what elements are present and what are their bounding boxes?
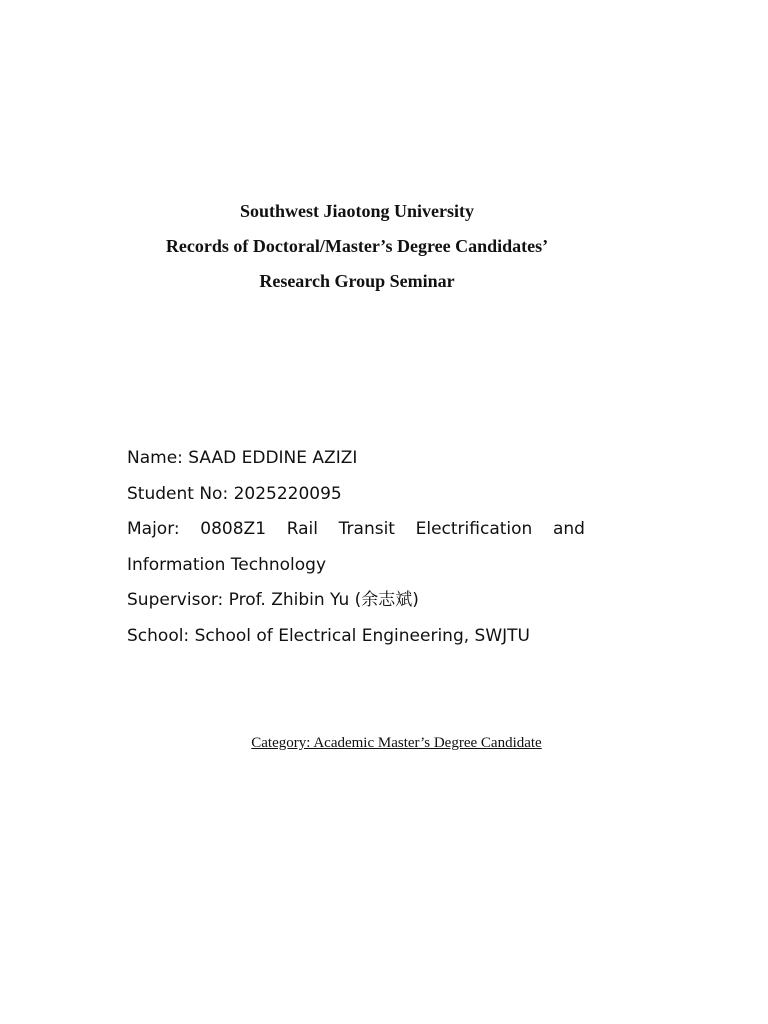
major-line bbox=[127, 512, 585, 548]
student-number: Student No: 2025220095 bbox=[127, 483, 342, 504]
major-word: and bbox=[552, 519, 585, 540]
category-line: Category: Academic Master’s Degree Candidate bbox=[251, 735, 542, 751]
major-word: 0808Z1 bbox=[200, 519, 267, 540]
document-title-block bbox=[0, 194, 714, 299]
major-word: Electrification bbox=[415, 519, 533, 540]
candidate-name: Name: SAAD EDDINE AZIZI bbox=[127, 448, 358, 468]
major-word: Rail bbox=[286, 519, 318, 540]
seminar-title: Research Group Seminar bbox=[259, 271, 455, 291]
school-line: School: School of Electrical Engineering, SWJTU bbox=[127, 625, 530, 646]
records-title: Records of Doctoral/Master’s Degree Candidates’ bbox=[165, 236, 549, 256]
major-word: Transit bbox=[338, 519, 395, 540]
major-continuation: Information Technology bbox=[127, 554, 327, 575]
university-title: Southwest Jiaotong University bbox=[239, 201, 474, 221]
candidate-info-block bbox=[127, 441, 587, 655]
supervisor-line: Supervisor: Prof. Zhibin Yu (余志斌) bbox=[127, 590, 419, 611]
major-word: Major: bbox=[127, 519, 180, 540]
